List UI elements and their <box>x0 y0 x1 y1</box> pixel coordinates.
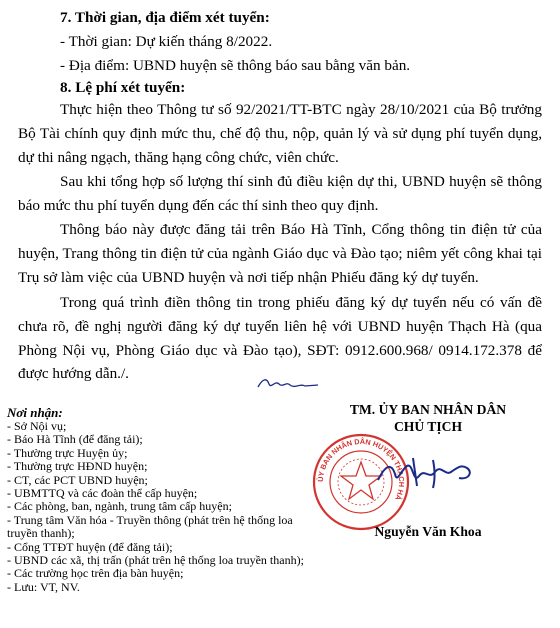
section-7-time: - Thời gian: Dự kiến tháng 8/2022. <box>60 33 273 50</box>
recipient-item: - Thường trực Huyện ủy; <box>7 445 128 460</box>
recipient-item: - Các trường học trên địa bàn huyện; <box>7 566 184 581</box>
signing-org-line: TM. ỦY BAN NHÂN DÂN <box>349 402 507 417</box>
recipient-item: - Thường trực HĐND huyện; <box>7 459 148 474</box>
paragraph-fee-regulation: Thực hiện theo Thông tư số 92/2021/TT-BTC ngày 28/10/2021 của Bộ trưởng Bộ Tài chính quy định mức thu, chế độ thu, nộp, quản lý và sử dụng phí tuyển dụng, dự thi nâng ngạch, thăng hạng công chức, viên chức. <box>18 101 542 166</box>
paragraph-fee-notice: Sau khi tổng hợp số lượng thí sinh đủ điều kiện dự thi, UBND huyện sẽ thông báo mức thu phí tuyển dụng đến các thí sinh theo quy định. <box>18 173 542 214</box>
recipient-item: - Trung tâm Văn hóa - Truyền thông (phát trên hệ thống loa truyền thanh); <box>7 512 293 541</box>
section-8-heading: 8. Lệ phí xét tuyển: <box>60 79 186 96</box>
recipient-item: - UBND các xã, thị trấn (phát trên hệ thống loa truyền thanh); <box>7 553 304 568</box>
handwritten-signature <box>373 450 483 500</box>
paragraph-contact: Trong quá trình điền thông tin trong phiếu đăng ký dự tuyển nếu có vấn đề chưa rõ, đề nghị người đăng ký dự tuyển liên hệ với UBND huyện Thạch Hà (qua Phòng Nội vụ, Phòng Giáo dục và Đào tạo), SĐT: 0912.600.968/ 0914.172.378 để được hướng dẫn./. <box>18 294 542 383</box>
initial-signature-mark <box>255 375 321 393</box>
recipient-item: - Lưu: VT, NV. <box>7 579 80 594</box>
recipient-item: - Báo Hà Tĩnh (để đăng tải); <box>7 432 143 447</box>
signer-name: Nguyễn Văn Khoa <box>374 524 482 539</box>
section-7-heading: 7. Thời gian, địa điểm xét tuyển: <box>60 9 270 26</box>
recipients-title: Nơi nhận: <box>7 405 63 420</box>
signing-authority <box>300 401 556 435</box>
recipient-item: - Cổng TTĐT huyện (để đăng tải); <box>7 539 173 554</box>
recipients-list <box>7 420 312 594</box>
recipient-item: - CT, các PCT UBND huyện; <box>7 472 148 487</box>
recipient-item: - Các phòng, ban, ngành, trung tâm cấp huyện; <box>7 499 232 514</box>
recipient-item: - Sở Nội vụ; <box>7 419 67 433</box>
seal-text: ỦY BAN NHÂN DÂN HUYỆN THẠCH HÀ <box>315 436 407 502</box>
paragraph-publication: Thông báo này được đăng tải trên Báo Hà Tĩnh, Cổng thông tin điện tử của huyện, Trang thông tin điện tử của ngành Giáo dục và Đào tạo; niêm yết công khai tại Trụ sở làm việc của UBND huyện và nơi tiếp nhận Phiếu đăng ký dự tuyển. <box>18 221 542 286</box>
recipient-item: - UBMTTQ và các đoàn thể cấp huyện; <box>7 486 198 501</box>
signing-title: CHỦ TỊCH <box>393 419 463 434</box>
section-7-place: - Địa điểm: UBND huyện sẽ thông báo sau bằng văn bản. <box>60 57 411 74</box>
